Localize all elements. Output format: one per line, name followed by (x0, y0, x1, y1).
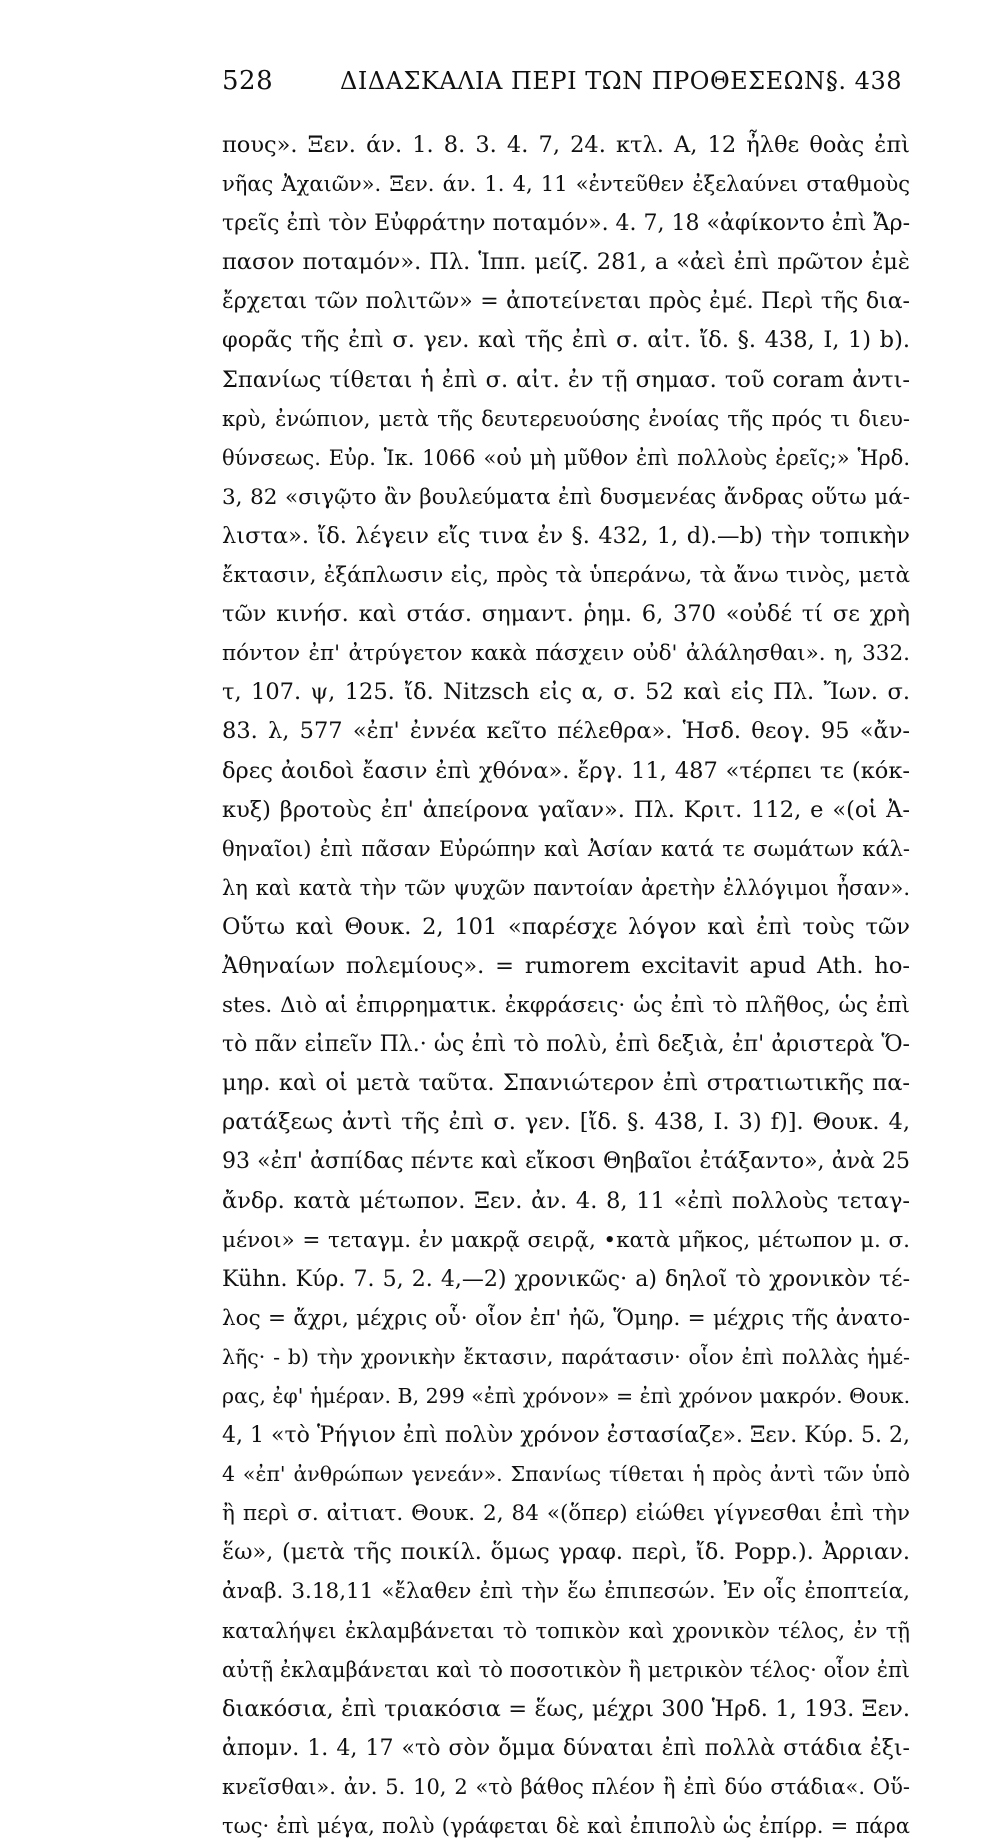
text-line: λη καὶ κατὰ τὴν τῶν ψυχῶν παντοίαν ἀρετὴν ἐλλόγιμοι ἦσαν». (222, 875, 910, 900)
text-line: τῶν κινήσ. καὶ στάσ. σημαντ. ῥημ. 6, 370 «οὐδέ τί σε χρὴ (222, 601, 910, 628)
running-title: ΔΙΔΑΣΚΑΛΙΑ ΠΕΡΙ ΤΩΝ ΠΡΟΘΕΣΕΩΝ. (340, 67, 834, 95)
text-line: νῆας Ἀχαιῶν». Ξεν. άν. 1. 4, 11 «ἐντεῦθεν ἐξελαύνει σταθμοὺς (222, 172, 910, 197)
text-line: τ, 107. ψ, 125. ἴδ. Nitzsch εἰς α, σ. 52 καὶ εἰς Πλ. Ἴων. σ. (222, 679, 910, 706)
text-line: αὐτῇ ἐκλαμβάνεται καὶ τὸ ποσοτικὸν ἢ μετρικὸν τέλος· οἷον ἐπὶ (222, 1657, 910, 1682)
section-reference: §. 438 (825, 67, 902, 95)
text-line: φορᾶς τῆς ἐπὶ σ. γεν. καὶ τῆς ἐπὶ σ. αἰτ. ἴδ. §. 438, I, 1) b). (222, 327, 910, 354)
text-line: λῆς· - b) τὴν χρονικὴν ἔκτασιν, παράτασιν· οἷον ἐπὶ πολλὰς ἡμέ- (222, 1344, 910, 1369)
text-line: θύνσεως. Εὐρ. Ἱκ. 1066 «οὐ μὴ μῦθον ἐπὶ πολλοὺς ἐρεῖς;» Ἡρδ. (222, 445, 910, 470)
text-line: ρας, ἐφ' ἡμέραν. Β, 299 «ἐπὶ χρόνον» = ἐπὶ χρόνον μακρόν. Θουκ. (222, 1384, 910, 1408)
text-line: Οὕτω καὶ Θουκ. 2, 101 «παρέσχε λόγον καὶ ἐπὶ τοὺς τῶν (222, 913, 910, 940)
text-line: ἀναβ. 3.18,11 «ἔλαθεν ἐπὶ τὴν ἕω ἐπιπεσών. Ἐν οἷς ἐποπτεία, (222, 1579, 910, 1605)
text-line: μηρ. καὶ οἱ μετὰ ταῦτα. Σπανιώτερον ἐπὶ στρατιωτικῆς πα- (222, 1070, 910, 1097)
text-line: Ἀθηναίων πολεμίους». = rumorem excitavit apud Ath. ho- (222, 952, 910, 979)
text-line: 83. λ, 577 «ἐπ' ἐννέα κεῖτο πέλεθρα». Ἡσδ. θεογ. 95 «ἄν- (222, 718, 910, 745)
text-line: τως· ἐπὶ μέγα, πολὺ (γράφεται δὲ καὶ ἐπιπολὺ ὡς ἐπίρρ. = πάρα (222, 1814, 910, 1839)
text-line: stes. Διὸ αἱ ἐπιρρηματικ. ἐκφράσεις· ὡς ἐπὶ τὸ πλῆθος, ὡς ἐπὶ (222, 993, 910, 1019)
text-line: πόντον ἐπ' ἀτρύγετον κακὰ πάσχειν οὐδ' ἀλάλησθαι». η, 332. (222, 641, 910, 667)
page-number: 528 (222, 66, 274, 96)
text-line: πους». Ξεν. άν. 1. 8. 3. 4. 7, 24. κτλ. Α, 12 ἦλθε θοὰς ἐπὶ (222, 132, 910, 158)
text-line: λιστα». ἴδ. λέγειν εἴς τινα ἐν §. 432, 1, d).—b) τὴν τοπικὴν (222, 522, 910, 549)
body-text (222, 126, 910, 1846)
text-line: κρὺ, ἐνώπιον, μετὰ τῆς δευτερευούσης ἐνοίας τῆς πρός τι διευ- (222, 406, 910, 431)
text-line: ἔρχεται τῶν πολιτῶν» = ἀποτείνεται πρὸς ἐμέ. Περὶ τῆς δια- (222, 289, 910, 315)
text-line: Kühn. Κύρ. 7. 5, 2. 4,—2) χρονικῶς· a) δηλοῖ τὸ χρονικὸν τέ- (222, 1266, 910, 1292)
text-line: 4 «ἐπ' ἀνθρώπων γενεάν». Σπανίως τίθεται ἡ πρὸς ἀντὶ τῶν ὑπὸ (222, 1462, 910, 1487)
text-line: διακόσια, ἐπὶ τριακόσια = ἕως, μέχρι 300 Ἡρδ. 1, 193. Ξεν. (222, 1695, 910, 1722)
text-line: 3, 82 «σιγῷτο ἂν βουλεύματα ἐπὶ δυσμενέας ἄνδρας οὕτω μά- (222, 484, 910, 510)
text-line: τὸ πᾶν εἰπεῖν Πλ.· ὡς ἐπὶ τὸ πολὺ, ἐπὶ δεξιὰ, ἐπ' ἀριστερὰ Ὅ- (222, 1032, 910, 1058)
text-line: ἕω», (μετὰ τῆς ποικίλ. ὅμως γραφ. περὶ, ἴδ. Popp.). Ἀρριαν. (222, 1539, 910, 1566)
text-line: καταλήψει ἐκλαμβάνεται τὸ τοπικὸν καὶ χρονικὸν τέλος, ἐν τῇ (222, 1618, 910, 1643)
text-line: θηναῖοι) ἐπὶ πᾶσαν Εὐρώπην καὶ Ἀσίαν κατά τε σωμάτων κάλ- (222, 836, 910, 861)
text-line: μένοι» = τεταγμ. ἐν μακρᾷ σειρᾷ, •κατὰ μῆκος, μέτωπον μ. σ. (222, 1227, 910, 1253)
text-line: τρεῖς ἐπὶ τὸν Εὐφράτην ποταμόν». 4. 7, 18 «ἀφίκοντο ἐπὶ Ἄρ- (222, 211, 910, 237)
text-line: ἔκτασιν, ἐξάπλωσιν εἰς, πρὸς τὰ ὑπεράνω, τὰ ἄνω τινὸς, μετὰ (222, 563, 910, 589)
text-line: λος = ἄχρι, μέχρις οὗ· οἷον ἐπ' ἠῶ, Ὅμηρ. = μέχρις τῆς ἀνατο- (222, 1305, 910, 1331)
text-line: ἄνδρ. κατὰ μέτωπον. Ξεν. ἀν. 4. 8, 11 «ἐπὶ πολλοὺς τεταγ- (222, 1187, 910, 1214)
text-line: 4, 1 «τὸ Ῥήγιον ἐπὶ πολὺν χρόνον ἐστασίαζε». Ξεν. Κύρ. 5. 2, (222, 1423, 910, 1449)
text-line: κνεῖσθαι». ἀν. 5. 10, 2 «τὸ βάθος πλέον ἢ ἐπὶ δύο στάδια«. Οὕ- (222, 1774, 910, 1799)
text-line: ἢ περὶ σ. αἰτιατ. Θουκ. 2, 84 «(ὅπερ) εἰώθει γίγνεσθαι ἐπὶ τὴν (222, 1501, 910, 1527)
text-line: 93 «ἐπ' ἀσπίδας πέντε καὶ εἴκοσι Θηβαῖοι ἐτάξαντο», ἀνὰ 25 (222, 1149, 910, 1175)
text-line: Σπανίως τίθεται ἡ ἐπὶ σ. αἰτ. ἐν τῇ σημασ. τοῦ coram ἀντι- (222, 366, 910, 393)
text-line: κυξ) βροτοὺς ἐπ' ἀπείρονα γαῖαν». Πλ. Κριτ. 112, e «(οἱ Ἀ- (222, 796, 910, 823)
text-line: ἀπομν. 1. 4, 17 «τὸ σὸν ὄμμα δύναται ἐπὶ πολλὰ στάδια ἐξι- (222, 1735, 910, 1761)
text-line: ρατάξεως ἀντὶ τῆς ἐπὶ σ. γεν. [ἴδ. §. 438, I. 3) f)]. Θουκ. 4, (222, 1109, 910, 1136)
page-header (222, 60, 912, 100)
text-line: πασον ποταμόν». Πλ. Ἱππ. μείζ. 281, a «ἀεὶ ἐπὶ πρῶτον ἐμὲ (222, 249, 910, 276)
text-line: δρες ἀοιδοὶ ἔασιν ἐπὶ χθόνα». ἔργ. 11, 487 «τέρπει τε (κόκ- (222, 757, 910, 784)
